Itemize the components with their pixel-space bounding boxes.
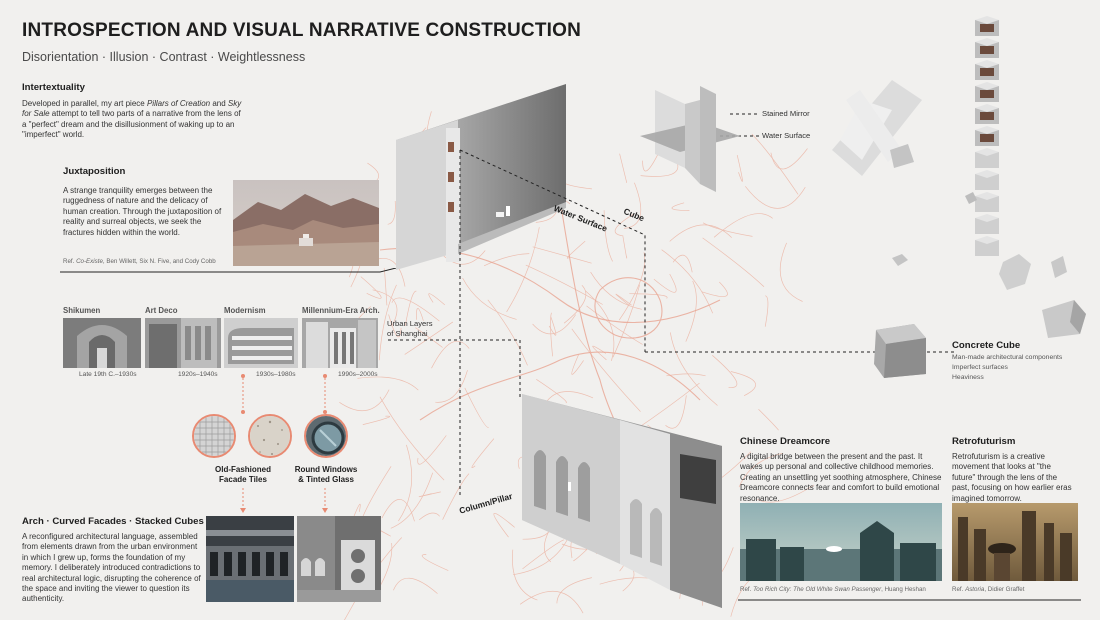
artwork-title: Sky for Sale: [22, 99, 242, 119]
page-title: INTROSPECTION AND VISUAL NARRATIVE CONSTRUCTION: [22, 20, 582, 41]
juxtaposition-text: A strange tranquility emerges between the ruggedness of nature and the delicacy of human creation. Through the juxtaposition of reality and surreal objects, we seek the fractures hidden within the world.: [63, 186, 222, 237]
style-label-modernism: Modernism: [224, 306, 266, 315]
concrete-cube-heading: Concrete Cube: [952, 340, 1021, 351]
urban-layers-label-2: of Shanghai: [387, 329, 428, 338]
style-label-art-deco: Art Deco: [145, 306, 178, 315]
label-line: Round Windows: [294, 465, 358, 474]
ref-authors: , Ben Willett, Six N. Five, and Cody Cobb: [102, 258, 216, 265]
retrofuturism-text: Retrofuturism is a creative movement that looks at "the future" through the lens of the past, focusing on how earlier eras imagined tomorrow.: [952, 452, 1072, 503]
style-label-shikumen: Shikumen: [63, 306, 101, 315]
ref-authors: , Huang Heshan: [881, 586, 926, 593]
arch-text: A reconfigured architectural language, assembled from elements drawn from the urban environment in which I grew up, forms the foundation of my memory. I deliberately introduced contradictions to real architectural logic, disrupting the coherence of the space and inviting the viewer to question its authenticity.: [22, 532, 201, 604]
label-line: Old-Fashioned: [215, 465, 271, 474]
ref-prefix: Ref.: [952, 586, 966, 593]
column-pillar-label: Column/Pillar: [458, 490, 514, 516]
round-window-swatch: [304, 414, 348, 458]
ref-authors: , Didier Graffet: [984, 586, 1025, 593]
facade-tiles-label: [204, 465, 282, 485]
street-render-panel: [520, 394, 742, 608]
retrofuturism-image: [952, 503, 1078, 581]
arch-heading: Arch · Curved Facades · Stacked Cubes: [22, 516, 204, 527]
dreamcore-heading: Chinese Dreamcore: [740, 436, 831, 447]
facade-tile-swatch: [192, 414, 236, 458]
concrete-cube-line-3: Heaviness: [952, 374, 984, 381]
page-subtitle: Disorientation · Illusion · Contrast · Weightlessness: [22, 50, 306, 64]
date-modernism: 1930s–1980s: [256, 371, 296, 378]
label-line: Facade Tiles: [219, 475, 267, 484]
ref-title: Co-Existe: [76, 258, 103, 265]
text-part: attempt to tell two parts of a narrative from the lens of a "perfect" dream and the disillusionment of waking up to an "imperfect" world.: [22, 109, 241, 140]
style-label-millennium: Millennium-Era Arch.: [302, 306, 380, 315]
intertextuality-heading: Intertextuality: [22, 82, 85, 93]
retrofuturism-reference: [952, 586, 1024, 593]
juxtaposition-heading: Juxtaposition: [63, 166, 126, 177]
date-art-deco: 1920s–1940s: [178, 371, 218, 378]
dreamcore-reference: [740, 586, 926, 593]
bottom-rule: [738, 598, 1083, 602]
text-part: Developed in parallel, my art piece: [22, 99, 147, 108]
dreamcore-image: [740, 503, 942, 581]
ref-prefix: Ref.: [63, 258, 77, 265]
water-surface-plane-label: Water Surface: [762, 131, 811, 140]
stained-mirror-label: Stained Mirror: [762, 109, 810, 118]
concrete-cube-line-1: Man-made architectural components: [952, 354, 1063, 361]
arch-render-photo-2: [297, 516, 381, 602]
water-surface-label: Water Surface: [552, 203, 609, 234]
label-line: & Tinted Glass: [298, 475, 354, 484]
urban-layers-label-1: Urban Layers: [387, 319, 433, 328]
dreamcore-text: A digital bridge between the present and the past. It wakes up personal and collective childhood memories. Creating an unsettling yet soothing atmosphere, Chinese Dreamcore connects fear and comfort to build emotional resonance.: [740, 452, 942, 503]
arrow-connectors: [240, 508, 340, 518]
ref-title: Astoria: [965, 586, 985, 593]
round-windows-label: [286, 465, 366, 485]
terrazzo-swatch: [248, 414, 292, 458]
retrofuturism-heading: Retrofuturism: [952, 436, 1016, 447]
text-part: and: [210, 99, 228, 108]
ref-title: Too Rich City: The Old White Swan Passenger: [753, 586, 882, 593]
arch-render-photo-1: [206, 516, 294, 602]
ref-prefix: Ref.: [740, 586, 754, 593]
cube-label: Cube: [622, 206, 646, 224]
concrete-cube-line-2: Imperfect surfaces: [952, 364, 1008, 371]
date-millennium: 1990s–2000s: [338, 371, 378, 378]
date-shikumen: Late 19th C.–1930s: [79, 371, 137, 378]
artwork-title: Pillars of Creation: [146, 99, 211, 108]
